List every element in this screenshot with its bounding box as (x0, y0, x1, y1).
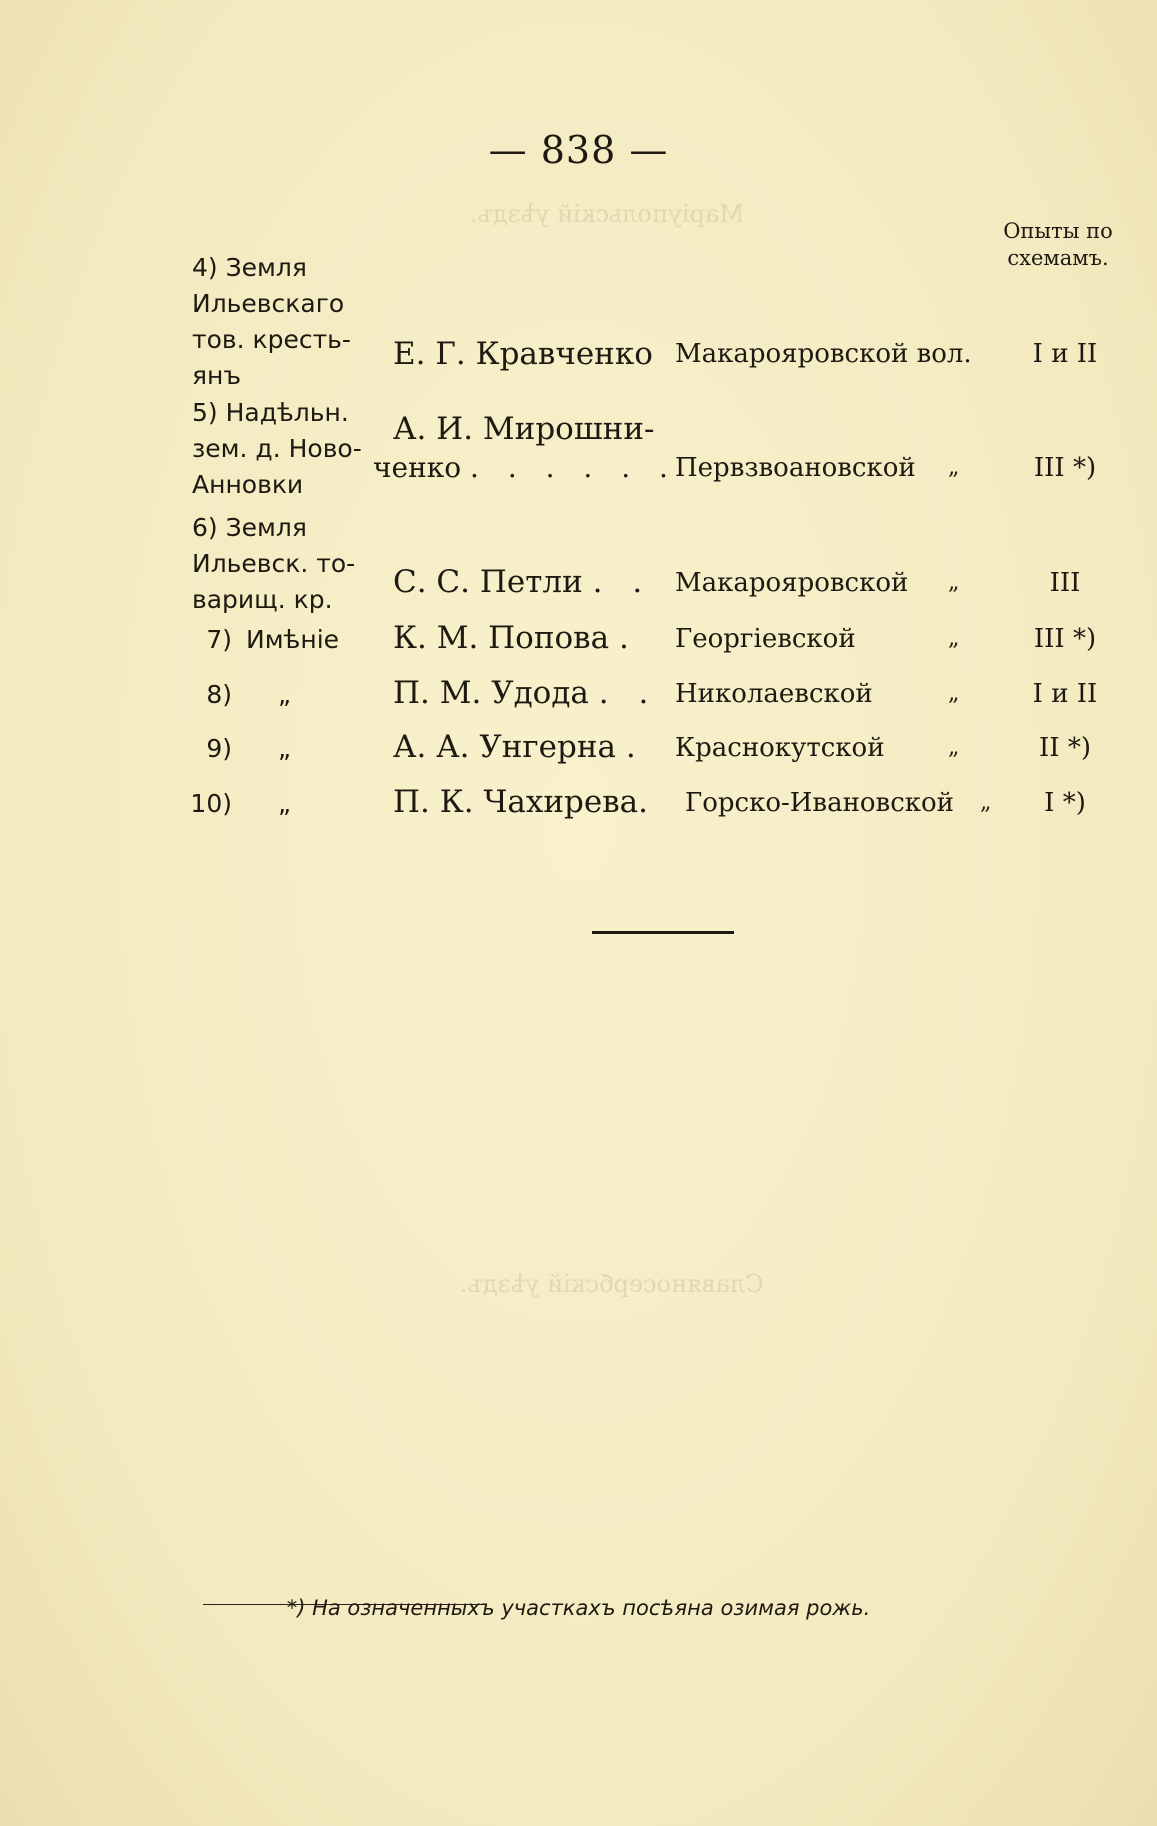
land-ditto: „ (278, 734, 291, 763)
row-number: 10) (190, 789, 232, 818)
owner-cell (393, 729, 646, 765)
row-number: 7) (206, 625, 232, 654)
owner-cell (393, 784, 648, 820)
scheme-cell: III *) (1033, 624, 1097, 654)
scheme-cell: III *) (1033, 453, 1097, 483)
row-number: 8) (206, 680, 232, 709)
owner-name: А. А. Унгерна (393, 729, 617, 765)
bleed-through-text: Славяносербскій уѣздъ. (460, 1270, 764, 1298)
footnote: *) На означенныхъ участкахъ посѣяна озимая рожь. (286, 1596, 871, 1620)
owner-name: К. М. Попова (393, 620, 610, 656)
ditto-mark: „ (948, 626, 960, 651)
owner-cell (393, 564, 652, 600)
row-number: 9) (206, 734, 232, 763)
volost-cell: Николаевской (675, 679, 873, 709)
land-cell: Имѣніе (246, 625, 340, 654)
scheme-cell: II *) (1039, 733, 1091, 763)
owner-cell: Е. Г. Кравченко (393, 336, 653, 372)
volost-cell: Первзвоановской (675, 453, 916, 483)
ditto-mark: „ (948, 570, 960, 595)
column-header-schemes: Опыты по схемамъ. (1003, 219, 1113, 270)
ditto-mark: „ (948, 681, 960, 706)
scheme-cell: I *) (1044, 788, 1086, 818)
scheme-cell: I и II (1032, 339, 1098, 369)
volost-cell: Краснокутской (675, 733, 885, 763)
owner-cell-line1: А. И. Мирошни- (393, 411, 655, 447)
ditto-mark: „ (948, 735, 960, 760)
owner-name: П. М. Удода (393, 675, 589, 711)
volost-cell: Макарояровской вол. (675, 339, 972, 369)
volost-cell: Георгіевской (675, 624, 856, 654)
ditto-mark: „ (948, 455, 960, 480)
section-rule (592, 931, 734, 934)
owner-name: С. С. Петли (393, 564, 583, 600)
volost-cell: Горско-Ивановской (685, 788, 954, 818)
bleed-through-text: Маріупольскій уѣздъ. (470, 200, 744, 228)
leader-dots: . . (592, 564, 653, 600)
owner-cell (373, 451, 678, 484)
owner-name: П. К. Чахирева. (393, 784, 649, 820)
land-cell: 6) Земля Ильевск. то- варищ. кр. (192, 513, 356, 614)
leader-dots: . (625, 729, 646, 765)
scheme-cell: III (1049, 568, 1081, 598)
volost-cell: Макарояровской (675, 568, 909, 598)
owner-name: ченко (373, 451, 462, 484)
leader-dots: . (618, 620, 639, 656)
owner-cell (393, 620, 639, 656)
land-ditto: „ (278, 680, 291, 709)
owner-cell (393, 675, 658, 711)
land-cell: 5) Надѣльн. зем. д. Ново- Анновки (192, 398, 362, 499)
page-number: — 838 — (488, 128, 669, 172)
leader-dots: . . . . . . (470, 451, 678, 484)
land-ditto: „ (278, 789, 291, 818)
leader-dots: . . (598, 675, 659, 711)
ditto-mark: „ (980, 790, 992, 815)
land-cell: 4) Земля Ильевскаго тов. кресть- янъ (192, 253, 351, 390)
scheme-cell: I и II (1032, 679, 1098, 709)
